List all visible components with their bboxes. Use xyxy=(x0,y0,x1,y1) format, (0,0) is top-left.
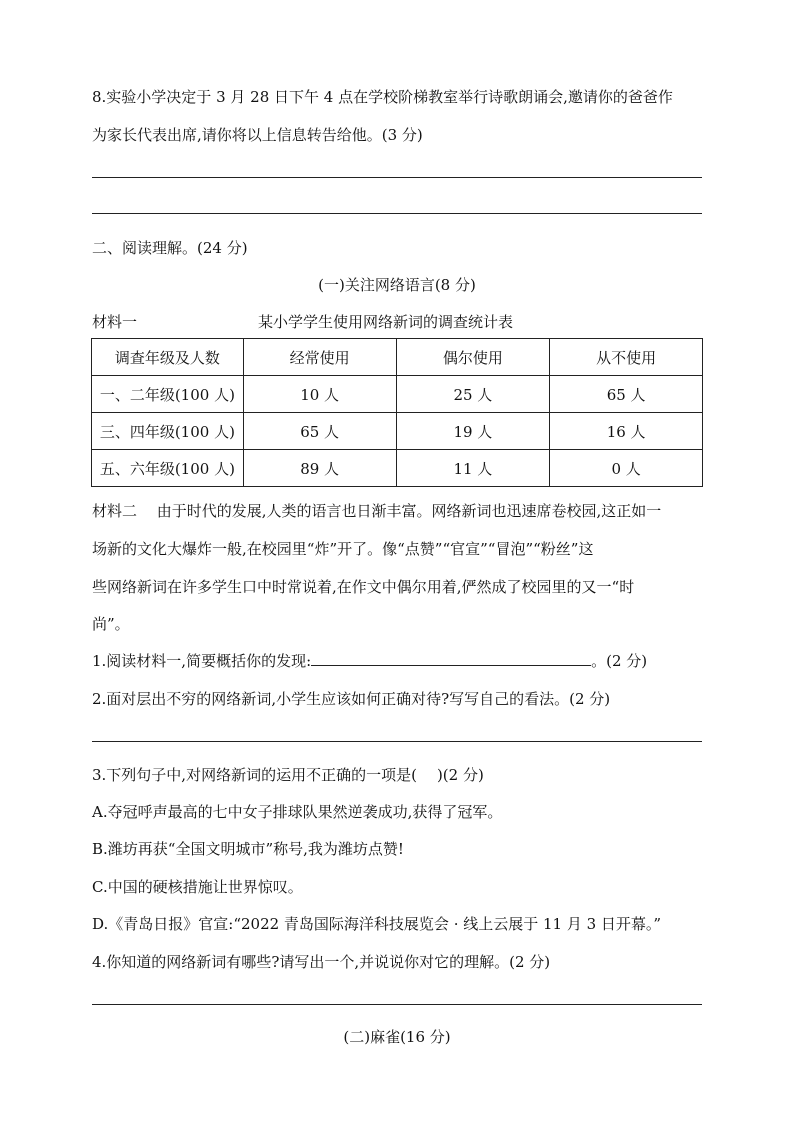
table-row xyxy=(92,376,703,413)
table-header-cell: 调查年级及人数 xyxy=(92,339,244,376)
material-2-line: 场新的文化大爆炸一般,在校园里“炸”开了。像“点赞”“官宣”“冒泡”“粉丝”这 xyxy=(92,540,594,558)
table-cell: 11 人 xyxy=(396,450,550,487)
table-cell: 16 人 xyxy=(550,413,703,450)
table-cell: 10 人 xyxy=(243,376,396,413)
section-heading: 二、阅读理解。(24 分) xyxy=(92,239,248,257)
material-2-line: 些网络新词在许多学生口中时常说着,在作文中偶尔用着,俨然成了校园里的又一“时 xyxy=(92,578,635,596)
table-cell: 0 人 xyxy=(550,450,703,487)
table-cell: 三、四年级(100 人) xyxy=(92,413,244,450)
question-2: 2.面对层出不穷的网络新词,小学生应该如何正确对待?写写自己的看法。(2 分) xyxy=(92,690,611,708)
q1-prefix: 1.阅读材料一,简要概括你的发现: xyxy=(92,652,312,670)
table-cell: 19 人 xyxy=(396,413,550,450)
q3-option-a: A.夺冠呼声最高的七中女子排球队果然逆袭成功,获得了冠军。 xyxy=(92,803,503,821)
q8-line-1: 8.实验小学决定于 3 月 28 日下午 4 点在学校阶梯教室举行诗歌朗诵会,邀请你的爸爸作 xyxy=(92,88,673,106)
question-4: 4.你知道的网络新词有哪些?请写出一个,并说说你对它的理解。(2 分) xyxy=(92,953,551,971)
q3-stem-prefix: 3.下列句子中,对网络新词的运用不正确的一项是( xyxy=(92,766,417,784)
survey-table xyxy=(91,338,703,487)
answer-line xyxy=(92,177,702,178)
table-cell: 一、二年级(100 人) xyxy=(92,376,244,413)
table-cell: 89 人 xyxy=(243,450,396,487)
answer-line xyxy=(92,1004,702,1005)
table-header-row xyxy=(92,339,703,376)
material-1-label: 材料一 xyxy=(92,313,138,331)
material-2-line: 尚”。 xyxy=(92,615,130,633)
q1-suffix: 。(2 分) xyxy=(591,652,648,670)
q1-answer-blank[interactable] xyxy=(311,651,591,666)
table-cell: 25 人 xyxy=(396,376,550,413)
table-row xyxy=(92,413,703,450)
table-header-cell: 偶尔使用 xyxy=(396,339,550,376)
q8-line-2: 为家长代表出席,请你将以上信息转告给他。(3 分) xyxy=(92,126,423,144)
table-title: 某小学学生使用网络新词的调查统计表 xyxy=(258,313,514,331)
table-header-cell: 经常使用 xyxy=(243,339,396,376)
part-2-title: (二)麻雀(16 分) xyxy=(343,1028,451,1046)
answer-line xyxy=(92,213,702,214)
material-2-line: 材料二 由于时代的发展,人类的语言也日渐丰富。网络新词也迅速席卷校园,这正如一 xyxy=(92,502,662,520)
q3-option-b: B.潍坊再获“全国文明城市”称号,我为潍坊点赞! xyxy=(92,840,404,858)
q3-stem-suffix: )(2 分) xyxy=(436,766,484,784)
question-3 xyxy=(92,764,484,785)
q3-option-d: D.《青岛日报》官宣:“2022 青岛国际海洋科技展览会 · 线上云展于 11 月 3 日开幕。” xyxy=(92,915,662,933)
answer-line xyxy=(92,741,702,742)
q3-option-c: C.中国的硬核措施让世界惊叹。 xyxy=(92,878,303,896)
table-header-cell: 从不使用 xyxy=(550,339,703,376)
question-1 xyxy=(92,650,647,671)
table-cell: 五、六年级(100 人) xyxy=(92,450,244,487)
table-row xyxy=(92,450,703,487)
part-1-title: (一)关注网络语言(8 分) xyxy=(318,276,476,294)
table-cell: 65 人 xyxy=(243,413,396,450)
table-cell: 65 人 xyxy=(550,376,703,413)
